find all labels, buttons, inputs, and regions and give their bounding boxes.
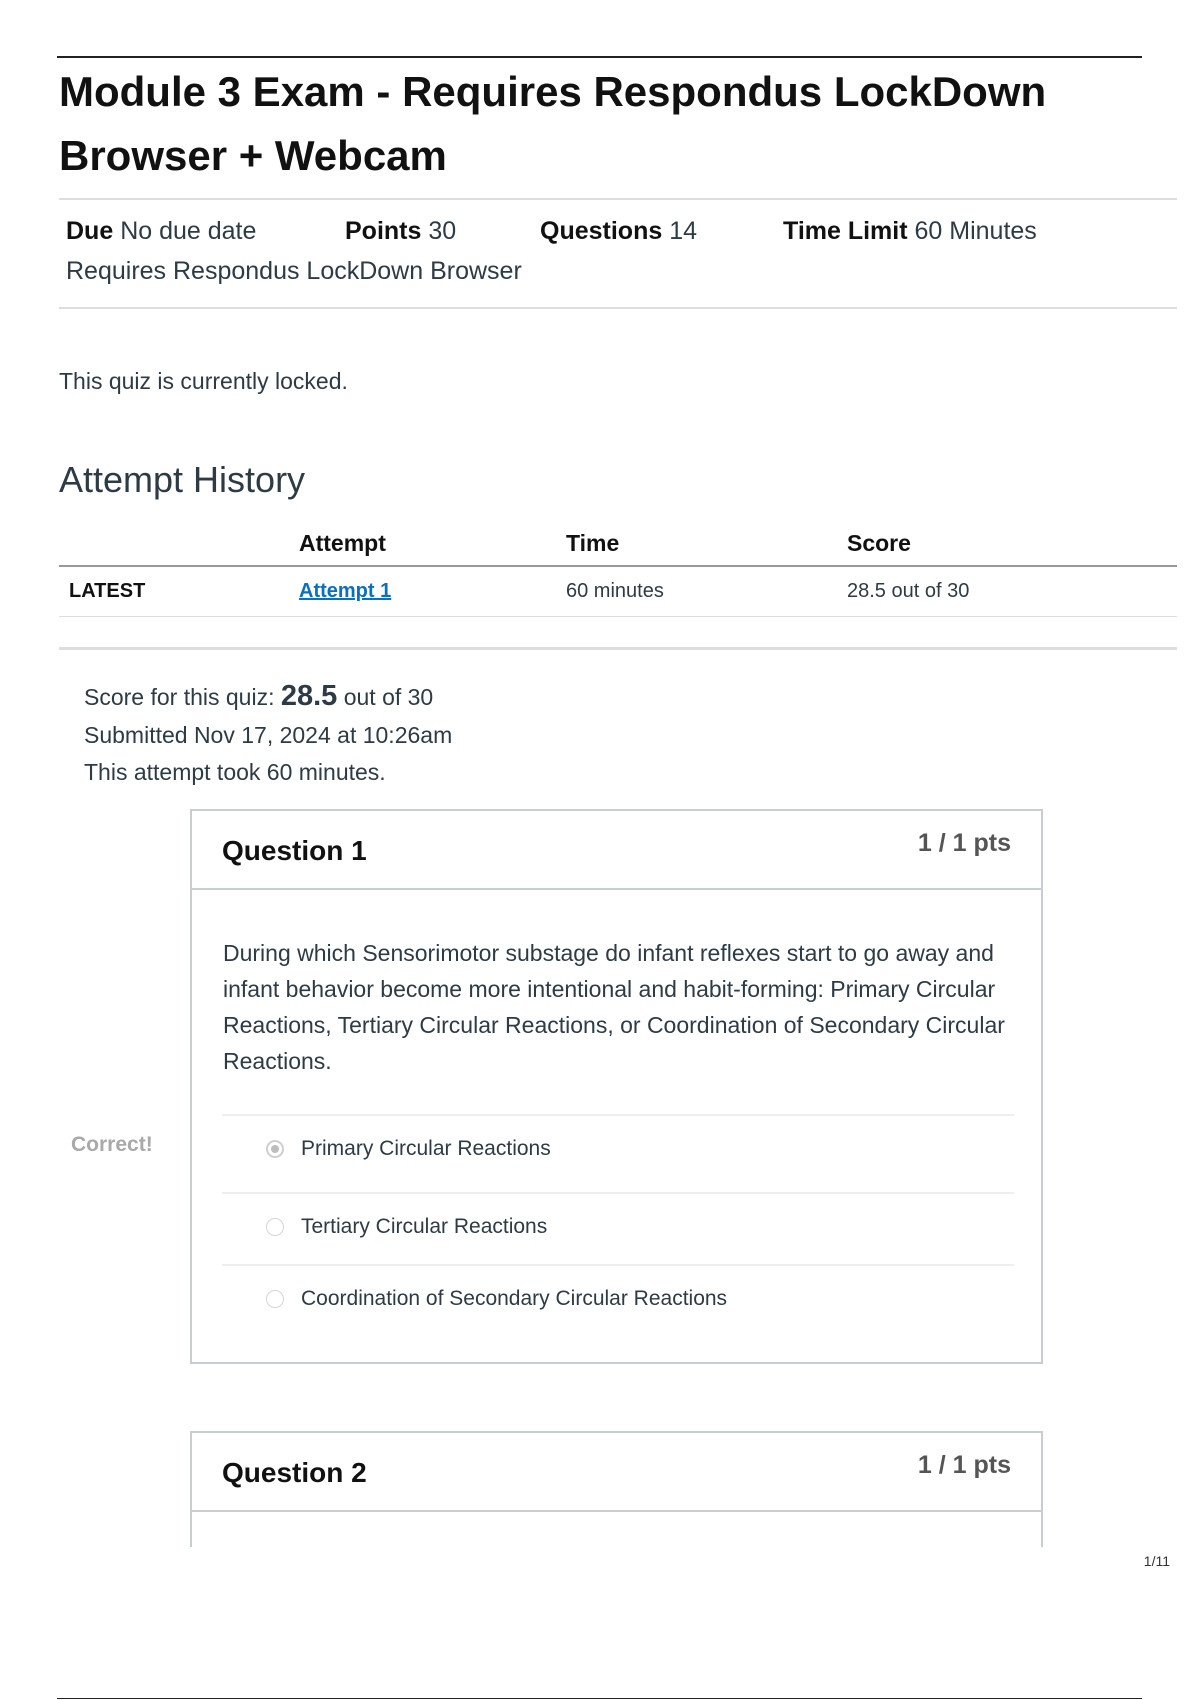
answer-label: Coordination of Secondary Circular Reactions — [301, 1287, 728, 1310]
page-title: Module 3 Exam - Requires Respondus LockDown Browser + Webcam — [59, 68, 1047, 179]
question-2 — [190, 1431, 1043, 1547]
answer-option[interactable] — [222, 1114, 1014, 1188]
section-divider — [59, 647, 1177, 650]
score-cell: 28.5 out of 30 — [847, 580, 970, 602]
bottom-rule — [57, 1698, 1142, 1699]
lockdown-note: Requires Respondus LockDown Browser — [66, 257, 522, 285]
top-rule — [57, 56, 1142, 58]
attempt-link[interactable]: Attempt 1 — [299, 580, 392, 602]
meta-due: Due No due date — [66, 217, 257, 245]
attempt-duration: This attempt took 60 minutes. — [84, 759, 386, 785]
correct-label: Correct! — [71, 1133, 153, 1156]
radio-selected-icon[interactable] — [266, 1140, 284, 1158]
question-points: 1 / 1 pts — [917, 829, 1011, 857]
question-title: Question 1 — [222, 835, 367, 866]
meta-questions: Questions 14 — [540, 217, 698, 245]
latest-tag: LATEST — [69, 580, 146, 602]
attempt-history-title: Attempt History — [59, 459, 306, 500]
question-header — [192, 1433, 1041, 1512]
radio-icon[interactable] — [266, 1290, 284, 1308]
page-number: 1/11 — [1143, 1553, 1170, 1569]
column-header-time: Time — [566, 530, 620, 556]
answer-option[interactable] — [222, 1192, 1014, 1266]
attempt-cell — [299, 580, 391, 603]
answer-label: Primary Circular Reactions — [301, 1137, 551, 1160]
column-header-score: Score — [847, 530, 911, 556]
question-header — [192, 811, 1041, 890]
divider — [59, 307, 1177, 309]
divider — [59, 198, 1177, 200]
table-row-rule — [59, 616, 1177, 617]
quiz-score-value: 28.5 — [280, 680, 338, 712]
quiz-score: Score for this quiz: 28.5 out of 30 — [84, 680, 434, 712]
answer-label: Tertiary Circular Reactions — [301, 1215, 548, 1238]
time-cell: 60 minutes — [566, 580, 664, 602]
table-header-rule — [59, 565, 1177, 567]
question-title: Question 2 — [222, 1457, 367, 1488]
question-1 — [190, 809, 1043, 1364]
submitted-date: Submitted Nov 17, 2024 at 10:26am — [84, 722, 453, 748]
meta-points: Points 30 — [345, 217, 457, 245]
question-text: During which Sensorimotor substage do infant reflexes start to go away and infant behavior become more intentional and habit-forming: Primary Circular Reactions, Tertiary Circular Reactions, or Coordination of Secondary Circular Reactions. — [223, 940, 1005, 1074]
radio-icon[interactable] — [266, 1218, 284, 1236]
question-points: 1 / 1 pts — [917, 1451, 1011, 1479]
meta-time-limit: Time Limit 60 Minutes — [783, 217, 1037, 245]
answer-option[interactable] — [222, 1264, 1014, 1338]
column-header-attempt: Attempt — [299, 530, 386, 556]
locked-message: This quiz is currently locked. — [59, 368, 348, 394]
